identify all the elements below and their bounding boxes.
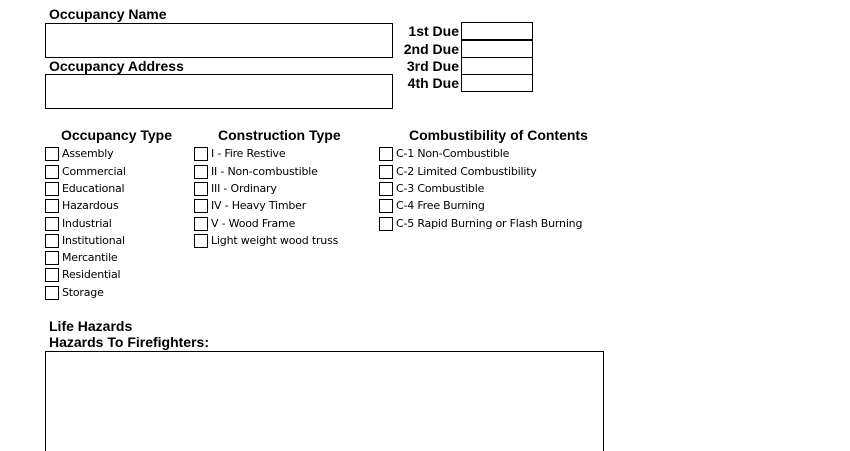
option-label: Assembly (62, 147, 114, 160)
construction-option-light-weight-truss[interactable] (194, 233, 338, 249)
option-label: IV - Heavy Timber (211, 199, 307, 212)
checkbox[interactable] (379, 147, 393, 161)
first-due-field[interactable] (461, 22, 533, 40)
option-label: Residential (62, 268, 121, 281)
option-label: Storage (62, 286, 104, 299)
checkbox[interactable] (194, 199, 208, 213)
occupancy-type-heading: Occupancy Type (61, 127, 173, 143)
occupancy-option-assembly[interactable] (45, 146, 113, 162)
second-due-field[interactable] (461, 40, 533, 58)
checkbox[interactable] (45, 286, 59, 300)
hazards-to-firefighters-label: Hazards To Firefighters: (49, 334, 209, 350)
checkbox[interactable] (194, 165, 208, 179)
option-label: Industrial (62, 217, 112, 230)
occupancy-option-mercantile[interactable] (45, 250, 118, 266)
occupancy-name-label: Occupancy Name (49, 6, 167, 22)
checkbox[interactable] (45, 234, 59, 248)
life-hazards-label: Life Hazards (49, 318, 133, 334)
option-label: Commercial (62, 165, 126, 178)
option-label: III - Ordinary (211, 182, 277, 195)
fourth-due-field[interactable] (461, 74, 533, 92)
hazards-to-firefighters-field[interactable] (45, 351, 604, 451)
option-label: Educational (62, 182, 125, 195)
checkbox[interactable] (379, 165, 393, 179)
construction-type-heading: Construction Type (218, 127, 341, 143)
checkbox[interactable] (45, 199, 59, 213)
checkbox[interactable] (194, 182, 208, 196)
combustibility-option-c1[interactable] (379, 146, 509, 162)
third-due-field[interactable] (461, 57, 533, 75)
combustibility-option-c5[interactable] (379, 216, 582, 232)
checkbox[interactable] (45, 165, 59, 179)
occupancy-option-industrial[interactable] (45, 216, 112, 232)
option-label: Light weight wood truss (211, 234, 339, 247)
occupancy-address-label: Occupancy Address (49, 58, 184, 74)
option-label: I - Fire Restive (211, 147, 286, 160)
checkbox[interactable] (45, 147, 59, 161)
option-label: Hazardous (62, 199, 119, 212)
checkbox[interactable] (45, 182, 59, 196)
option-label: II - Non-combustible (211, 165, 318, 178)
occupancy-option-institutional[interactable] (45, 233, 125, 249)
occupancy-option-hazardous[interactable] (45, 198, 118, 214)
checkbox[interactable] (194, 234, 208, 248)
occupancy-option-educational[interactable] (45, 181, 124, 197)
occupancy-option-storage[interactable] (45, 285, 104, 301)
third-due-label: 3rd Due (406, 58, 459, 74)
checkbox[interactable] (379, 199, 393, 213)
checkbox[interactable] (379, 217, 393, 231)
construction-option-ordinary[interactable] (194, 181, 277, 197)
option-label: V - Wood Frame (211, 217, 296, 230)
combustibility-option-c2[interactable] (379, 164, 537, 180)
checkbox[interactable] (45, 268, 59, 282)
checkbox[interactable] (45, 251, 59, 265)
construction-option-fire-restive[interactable] (194, 146, 285, 162)
construction-option-heavy-timber[interactable] (194, 198, 306, 214)
checkbox[interactable] (379, 182, 393, 196)
first-due-label: 1st Due (408, 23, 459, 39)
construction-option-wood-frame[interactable] (194, 216, 295, 232)
combustibility-option-c3[interactable] (379, 181, 484, 197)
option-label: Institutional (62, 234, 125, 247)
checkbox[interactable] (194, 217, 208, 231)
option-label: Mercantile (62, 251, 118, 264)
second-due-label: 2nd Due (403, 41, 459, 57)
construction-option-non-combustible[interactable] (194, 164, 318, 180)
option-label: C-2 Limited Combustibility (396, 165, 537, 178)
option-label: C-5 Rapid Burning or Flash Burning (396, 217, 583, 230)
occupancy-name-field[interactable] (45, 23, 393, 58)
option-label: C-4 Free Burning (396, 199, 485, 212)
checkbox[interactable] (194, 147, 208, 161)
checkbox[interactable] (45, 217, 59, 231)
option-label: C-3 Combustible (396, 182, 485, 195)
option-label: C-1 Non-Combustible (396, 147, 510, 160)
occupancy-option-commercial[interactable] (45, 164, 126, 180)
occupancy-option-residential[interactable] (45, 267, 120, 283)
occupancy-address-field[interactable] (45, 74, 393, 109)
combustibility-option-c4[interactable] (379, 198, 485, 214)
fourth-due-label: 4th Due (407, 75, 459, 91)
combustibility-heading: Combustibility of Contents (409, 127, 588, 143)
